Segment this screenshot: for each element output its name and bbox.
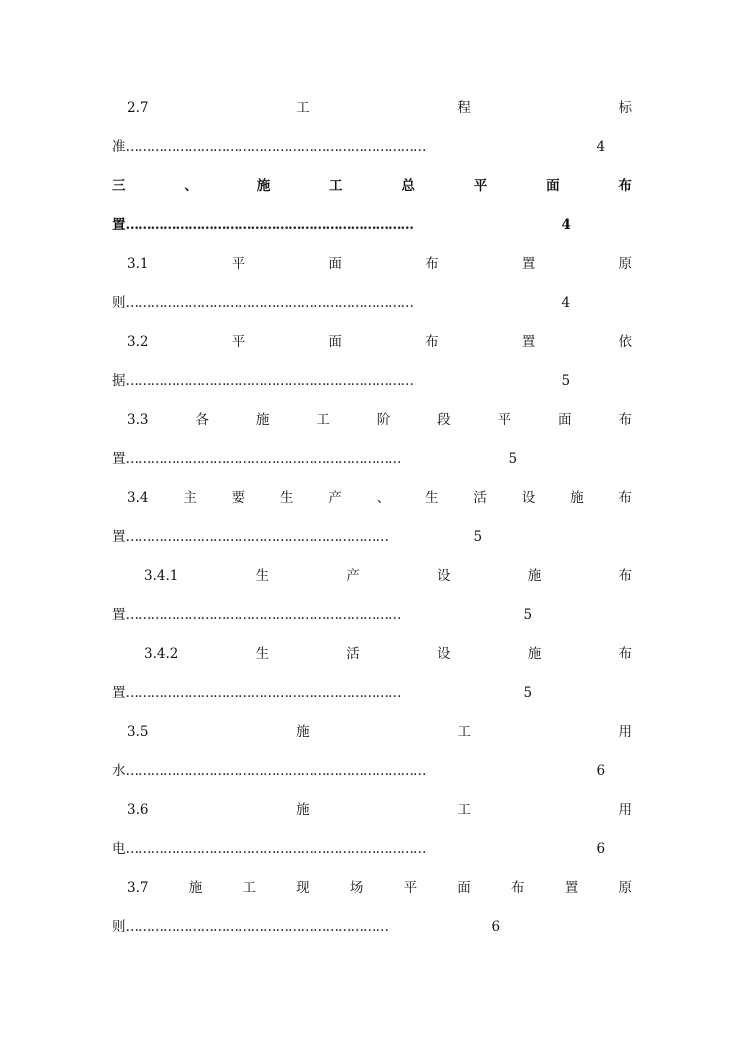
toc-title-char: 施 — [527, 646, 542, 662]
toc-title-char: 施 — [256, 178, 271, 194]
toc-title-char: 平 — [231, 256, 246, 272]
toc-title-char: 设 — [437, 568, 451, 584]
toc-title-char: 段 — [437, 412, 451, 428]
toc-page-number: 6 — [596, 763, 606, 779]
toc-title-char: 现 — [296, 880, 310, 896]
toc-entry-title-line — [112, 254, 632, 274]
toc-title-char: 面 — [546, 178, 560, 194]
toc-section-number: 3.2 — [127, 334, 149, 350]
toc-page-number: 6 — [596, 841, 606, 857]
toc-page-number: 5 — [523, 685, 533, 701]
toc-title-char: 依 — [618, 334, 632, 350]
toc-entry-leader-line[interactable] — [112, 215, 571, 235]
toc-page-number: 6 — [491, 919, 501, 935]
toc-entry-leader-line[interactable] — [112, 761, 605, 781]
toc-title-tail: 水 — [112, 763, 126, 779]
toc-page-number: 5 — [508, 451, 518, 467]
toc-title-char: 施 — [296, 802, 310, 818]
toc-entry-title-line — [112, 800, 632, 820]
dot-leader: …………………………………………………………… — [125, 295, 413, 311]
toc-title-tail: 电 — [112, 841, 126, 857]
toc-title-tail: 准 — [112, 139, 126, 155]
toc-title-char: 、 — [376, 490, 391, 506]
dot-leader: ………………………………………………………… — [125, 451, 401, 467]
toc-entry-leader-line[interactable] — [112, 839, 605, 859]
toc-title-char: 面 — [558, 412, 572, 428]
toc-title-char: 场 — [349, 880, 364, 896]
toc-title-char: 生 — [425, 490, 439, 506]
toc-entry-leader-line[interactable] — [112, 293, 570, 313]
toc-title-char: 置 — [521, 256, 536, 272]
dot-leader: …………………………………………………………… — [125, 373, 413, 389]
toc-title-char: 总 — [401, 178, 415, 194]
toc-title-char: 工 — [316, 412, 330, 428]
toc-entry-title-line — [112, 176, 632, 196]
toc-entry[interactable] — [112, 878, 632, 898]
toc-title-char: 面 — [328, 334, 342, 350]
toc-title-char: 平 — [473, 178, 488, 194]
toc-title-char: 活 — [473, 490, 487, 506]
toc-title-char: 平 — [497, 412, 512, 428]
dot-leader: ……………………………………………………………… — [125, 139, 426, 155]
toc-entry-title-line — [112, 644, 632, 664]
toc-title-char: 用 — [618, 724, 632, 740]
toc-section-number: 3.4.2 — [144, 646, 179, 662]
toc-title-char: 平 — [403, 880, 418, 896]
toc-title-tail: 置 — [112, 217, 126, 233]
toc-entry[interactable] — [112, 332, 632, 352]
toc-title-char: 面 — [328, 256, 342, 272]
toc-title-char: 面 — [457, 880, 471, 896]
toc-section-number: 3.4.1 — [144, 568, 179, 584]
toc-title-char: 置 — [564, 880, 579, 896]
toc-title-char: 三 — [112, 178, 126, 194]
toc-title-tail: 置 — [112, 685, 126, 701]
dot-leader: ………………………………………………………… — [125, 607, 401, 623]
toc-title-char: 布 — [618, 490, 632, 506]
toc-title-char: 工 — [457, 802, 471, 818]
toc-title-tail: 则 — [112, 295, 126, 311]
toc-entry-title-line — [112, 488, 632, 508]
toc-section-number: 3.5 — [127, 724, 149, 740]
toc-title-tail: 置 — [112, 529, 126, 545]
dot-leader: ……………………………………………………………… — [125, 763, 426, 779]
toc-title-char: 用 — [618, 802, 632, 818]
toc-title-char: 施 — [527, 568, 542, 584]
toc-section-number: 2.7 — [127, 100, 149, 116]
toc-title-tail: 据 — [112, 373, 126, 389]
toc-page-number: 4 — [561, 217, 571, 233]
toc-title-char: 产 — [346, 568, 360, 584]
toc-entry[interactable] — [112, 410, 632, 430]
toc-entry-title-line — [112, 332, 632, 352]
toc-title-char: 标 — [618, 100, 632, 116]
toc-title-char: 平 — [231, 334, 246, 350]
toc-entry[interactable] — [112, 98, 632, 118]
toc-entry-leader-line[interactable] — [112, 527, 482, 547]
toc-title-tail: 置 — [112, 607, 126, 623]
toc-section-number: 3.6 — [127, 802, 149, 818]
toc-entry[interactable] — [112, 566, 632, 586]
toc-entry-title-line — [112, 566, 632, 586]
toc-title-char: 主 — [183, 490, 197, 506]
toc-title-char: 施 — [255, 412, 270, 428]
toc-title-char: 布 — [618, 568, 632, 584]
toc-title-char: 各 — [195, 412, 209, 428]
toc-entry-leader-line[interactable] — [112, 605, 532, 625]
toc-title-char: 原 — [618, 880, 632, 896]
toc-entry[interactable] — [112, 800, 632, 820]
toc-title-char: 施 — [296, 724, 310, 740]
toc-entry-leader-line[interactable] — [112, 917, 500, 937]
toc-title-char: 阶 — [376, 412, 391, 428]
toc-page-number: 5 — [523, 607, 533, 623]
toc-title-char: 工 — [242, 880, 256, 896]
toc-entry-leader-line[interactable] — [112, 137, 605, 157]
toc-title-char: 施 — [188, 880, 203, 896]
toc-entry-leader-line[interactable] — [112, 449, 517, 469]
toc-title-char: 布 — [618, 646, 632, 662]
toc-title-char: 产 — [328, 490, 342, 506]
toc-entry[interactable] — [112, 722, 632, 742]
toc-page-number: 5 — [561, 373, 571, 389]
toc-title-char: 程 — [457, 100, 471, 116]
toc-title-char: 布 — [618, 412, 632, 428]
toc-title-char: 工 — [329, 178, 343, 194]
toc-title-char: 生 — [280, 490, 294, 506]
toc-entry-leader-line[interactable] — [112, 683, 532, 703]
toc-title-char: 生 — [255, 646, 270, 662]
toc-entry[interactable] — [112, 254, 632, 274]
dot-leader: …………………………………………………………… — [125, 217, 413, 233]
toc-page-number: 5 — [473, 529, 483, 545]
toc-title-char: 布 — [425, 334, 439, 350]
toc-entry[interactable] — [112, 176, 632, 196]
toc-title-char: 要 — [231, 490, 246, 506]
toc-entry-title-line — [112, 722, 632, 742]
toc-page-number: 4 — [561, 295, 571, 311]
toc-title-char: 活 — [346, 646, 360, 662]
toc-title-char: 施 — [570, 490, 584, 506]
toc-title-char: 、 — [184, 178, 198, 194]
dot-leader: ……………………………………………………… — [125, 919, 388, 935]
toc-section-number: 3.4 — [127, 490, 149, 506]
toc-title-tail: 则 — [112, 919, 126, 935]
dot-leader: ………………………………………………………… — [125, 685, 401, 701]
toc-page-number: 4 — [596, 139, 606, 155]
toc-title-char: 布 — [425, 256, 439, 272]
dot-leader: ……………………………………………………… — [125, 529, 388, 545]
toc-entry-title-line — [112, 878, 632, 898]
dot-leader: ……………………………………………………………… — [125, 841, 426, 857]
toc-entry-leader-line[interactable] — [112, 371, 570, 391]
toc-title-char: 生 — [255, 568, 270, 584]
toc-section-number: 3.1 — [127, 256, 149, 272]
toc-title-char: 布 — [511, 880, 525, 896]
toc-title-char: 工 — [457, 724, 471, 740]
toc-entry[interactable] — [112, 644, 632, 664]
toc-title-char: 设 — [437, 646, 451, 662]
toc-entry-title-line — [112, 410, 632, 430]
toc-entry[interactable] — [112, 488, 632, 508]
toc-section-number: 3.3 — [127, 412, 149, 428]
toc-section-number: 3.7 — [127, 880, 149, 896]
toc-entry-title-line — [112, 98, 632, 118]
toc-title-char: 原 — [618, 256, 632, 272]
toc-title-char: 工 — [296, 100, 310, 116]
toc-title-char: 设 — [521, 490, 536, 506]
toc-title-char: 置 — [521, 334, 536, 350]
toc-title-tail: 置 — [112, 451, 126, 467]
toc-title-char: 布 — [618, 178, 632, 194]
